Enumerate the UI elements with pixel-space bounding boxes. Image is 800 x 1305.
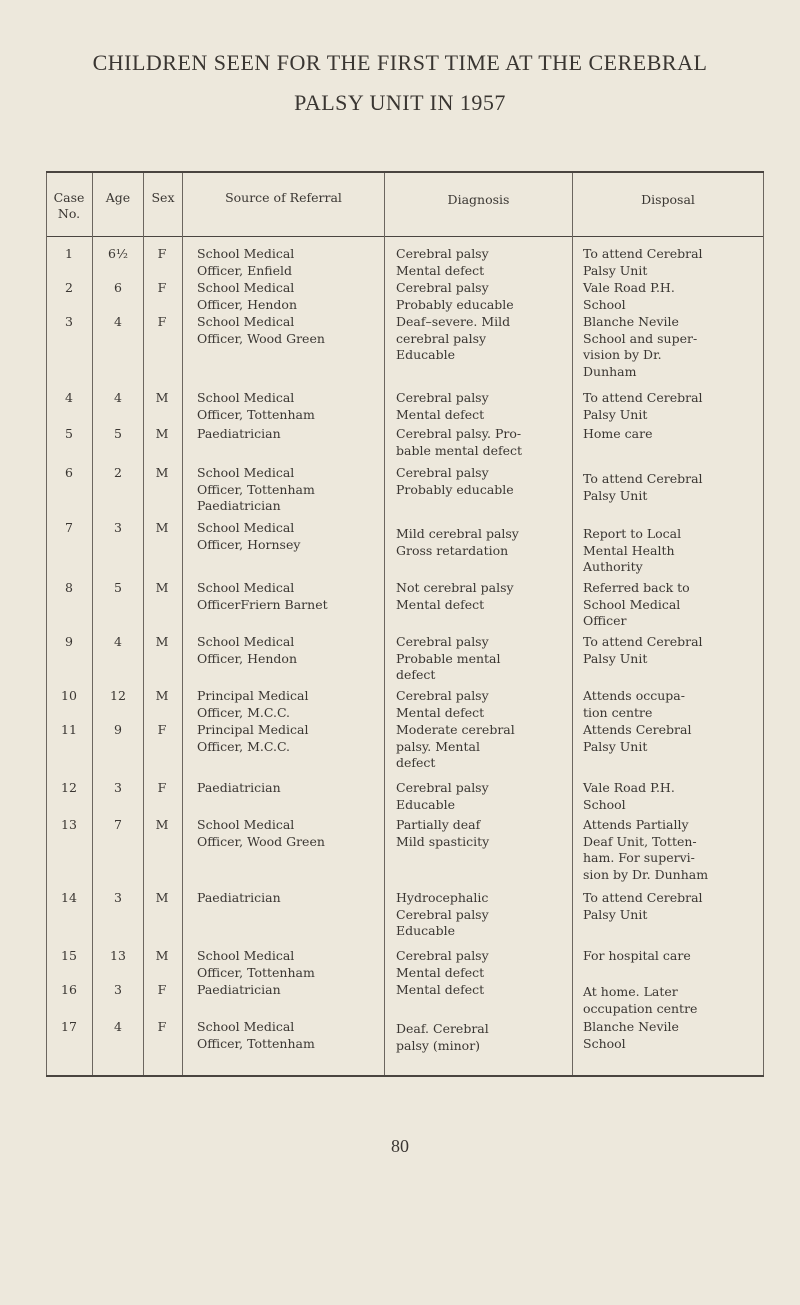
- disposal: At home. Later occupation centre: [583, 984, 698, 1016]
- page-title-line-2: PALSY UNIT IN 1957: [294, 90, 506, 115]
- case-number: 6: [65, 465, 73, 480]
- age: 3: [114, 982, 122, 997]
- case-number: 2: [65, 280, 73, 295]
- disposal: To attend Cerebral Palsy Unit: [583, 471, 703, 503]
- source-of-referral: School Medical Officer, Tottenham Paediatrician: [197, 465, 315, 513]
- diagnosis: Hydrocephalic Cerebral palsy Educable: [396, 890, 489, 938]
- source-of-referral: Paediatrician: [197, 982, 281, 997]
- disposal: To attend Cerebral Palsy Unit: [583, 390, 703, 422]
- disposal: Attends Partially Deaf Unit, Totten- ham. For supervi- sion by Dr. Dunham: [583, 817, 709, 882]
- diagnosis: Cerebral palsy Probably educable: [396, 280, 514, 312]
- sex: M: [155, 465, 169, 480]
- age: 3: [114, 520, 122, 535]
- diagnosis: Mild cerebral palsy Gross retardation: [396, 526, 519, 558]
- header-sex: Sex: [151, 190, 175, 205]
- source-of-referral: School Medical Officer, Hendon: [197, 280, 297, 312]
- disposal: Vale Road P.H. School: [583, 280, 675, 312]
- disposal: Report to Local Mental Health Authority: [583, 526, 682, 574]
- age: 5: [114, 426, 122, 441]
- sex: M: [155, 426, 169, 441]
- source-of-referral: School Medical Officer, Wood Green: [197, 314, 325, 346]
- case-number: 3: [65, 314, 73, 329]
- disposal: Vale Road P.H. School: [583, 780, 675, 812]
- column-divider: [46, 173, 47, 1075]
- source-of-referral: Paediatrician: [197, 890, 281, 905]
- source-of-referral: School Medical Officer, Hendon: [197, 634, 297, 666]
- age: 3: [114, 890, 122, 905]
- case-number: 9: [65, 634, 73, 649]
- column-divider: [143, 173, 144, 1075]
- age: 9: [114, 722, 122, 737]
- sex: M: [155, 948, 169, 963]
- sex: M: [155, 520, 169, 535]
- sex: M: [155, 890, 169, 905]
- page-number: 80: [391, 1136, 409, 1156]
- diagnosis: Cerebral palsy Mental defect: [396, 948, 489, 980]
- disposal: Attends Cerebral Palsy Unit: [583, 722, 692, 754]
- sex: M: [155, 817, 169, 832]
- disposal: Attends occupa- tion centre: [583, 688, 685, 720]
- source-of-referral: School Medical Officer, Tottenham: [197, 390, 315, 422]
- disposal: Referred back to School Medical Officer: [583, 580, 690, 628]
- case-number: 8: [65, 580, 73, 595]
- disposal: For hospital care: [583, 948, 691, 963]
- sex: M: [155, 390, 169, 405]
- diagnosis: Not cerebral palsy Mental defect: [396, 580, 514, 612]
- disposal: To attend Cerebral Palsy Unit: [583, 634, 703, 666]
- source-of-referral: Paediatrician: [197, 780, 281, 795]
- page-title-line-1: CHILDREN SEEN FOR THE FIRST TIME AT THE CEREBRAL: [92, 50, 708, 75]
- header-bottom-rule: [46, 236, 764, 237]
- age: 4: [114, 390, 122, 405]
- age: 13: [110, 948, 126, 963]
- disposal: To attend Cerebral Palsy Unit: [583, 246, 703, 278]
- diagnosis: Cerebral palsy Mental defect: [396, 390, 489, 422]
- case-number: 10: [61, 688, 77, 703]
- source-of-referral: School Medical OfficerFriern Barnet: [197, 580, 328, 612]
- header-age: Age: [105, 190, 131, 205]
- sex: M: [155, 580, 169, 595]
- source-of-referral: Paediatrician: [197, 426, 281, 441]
- disposal: Blanche Nevile School and super- vision by Dr. Dunham: [583, 314, 698, 379]
- case-number: 1: [65, 246, 73, 261]
- diagnosis: Cerebral palsy Probable mental defect: [396, 634, 501, 682]
- case-number: 17: [61, 1019, 77, 1034]
- case-number: 7: [65, 520, 73, 535]
- source-of-referral: School Medical Officer, Tottenham: [197, 948, 315, 980]
- header-diagnosis: Diagnosis: [447, 192, 510, 207]
- source-of-referral: School Medical Officer, Wood Green: [197, 817, 325, 849]
- case-number: 12: [61, 780, 77, 795]
- sex: M: [155, 688, 169, 703]
- age: 6½: [107, 246, 129, 261]
- diagnosis: Cerebral palsy Mental defect: [396, 246, 489, 278]
- sex: F: [157, 314, 167, 329]
- age: 12: [110, 688, 126, 703]
- diagnosis: Mental defect: [396, 982, 485, 997]
- age: 5: [114, 580, 122, 595]
- sex: F: [157, 1019, 167, 1034]
- disposal: To attend Cerebral Palsy Unit: [583, 890, 703, 922]
- column-divider: [572, 173, 573, 1075]
- age: 6: [114, 280, 122, 295]
- disposal: Blanche Nevile School: [583, 1019, 679, 1051]
- sex: F: [157, 280, 167, 295]
- diagnosis: Partially deaf Mild spasticity: [396, 817, 490, 849]
- sex: F: [157, 780, 167, 795]
- sex: F: [157, 722, 167, 737]
- case-number: 5: [65, 426, 73, 441]
- source-of-referral: Principal Medical Officer, M.C.C.: [197, 688, 309, 720]
- case-number: 16: [61, 982, 77, 997]
- case-number: 11: [61, 722, 77, 737]
- diagnosis: Cerebral palsy Mental defect: [396, 688, 489, 720]
- age: 4: [114, 314, 122, 329]
- case-number: 15: [61, 948, 77, 963]
- sex: M: [155, 634, 169, 649]
- header-source-of-referral: Source of Referral: [225, 190, 342, 205]
- age: 4: [114, 634, 122, 649]
- header-disposal: Disposal: [641, 192, 695, 207]
- source-of-referral: School Medical Officer, Enfield: [197, 246, 295, 278]
- diagnosis: Cerebral palsy. Pro- bable mental defect: [396, 426, 523, 458]
- case-number: 13: [61, 817, 77, 832]
- column-divider: [384, 173, 385, 1075]
- age: 7: [114, 817, 122, 832]
- age: 4: [114, 1019, 122, 1034]
- diagnosis: Moderate cerebral palsy. Mental defect: [396, 722, 515, 770]
- source-of-referral: School Medical Officer, Tottenham: [197, 1019, 315, 1051]
- diagnosis: Cerebral palsy Educable: [396, 780, 489, 812]
- diagnosis: Cerebral palsy Probably educable: [396, 465, 514, 497]
- sex: F: [157, 982, 167, 997]
- age: 2: [114, 465, 122, 480]
- source-of-referral: Principal Medical Officer, M.C.C.: [197, 722, 309, 754]
- disposal: Home care: [583, 426, 653, 441]
- age: 3: [114, 780, 122, 795]
- sex: F: [157, 246, 167, 261]
- source-of-referral: School Medical Officer, Hornsey: [197, 520, 301, 552]
- column-divider: [182, 173, 183, 1075]
- case-number: 4: [65, 390, 73, 405]
- column-divider: [92, 173, 93, 1075]
- table-top-rule: [46, 171, 764, 173]
- header-case-no: Case No.: [53, 190, 85, 221]
- diagnosis: Deaf–severe. Mild cerebral palsy Educable: [396, 314, 511, 362]
- table-bottom-rule: [46, 1075, 764, 1077]
- diagnosis: Deaf. Cerebral palsy (minor): [396, 1021, 489, 1053]
- case-number: 14: [61, 890, 77, 905]
